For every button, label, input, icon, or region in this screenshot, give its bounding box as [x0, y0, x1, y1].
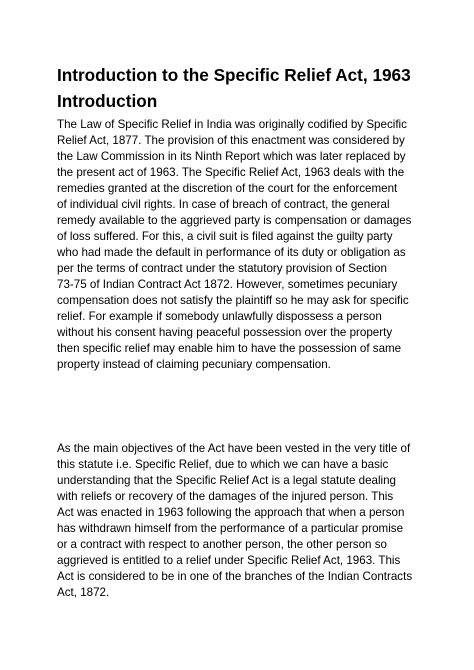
paragraph-line: or a contract with respect to another person, the other person so — [57, 538, 387, 551]
paragraph-line: Act, 1872. — [57, 586, 110, 599]
paragraph-line: this statute i.e. Specific Relief, due to which we can have a basic — [57, 458, 389, 471]
paragraph-line: who had made the default in performance of its duty or obligation as — [57, 246, 406, 259]
paragraph-line: the Law Commission in its Ninth Report which was later replaced by — [57, 150, 406, 163]
section-heading: Introduction — [57, 91, 158, 111]
paragraph-line: Act is considered to be in one of the branches of the Indian Contracts — [57, 570, 413, 583]
paragraph-line: has withdrawn himself from the performance of a particular promise — [57, 522, 404, 535]
paragraph-line: remedy available to the aggrieved party is compensation or damages — [57, 214, 412, 227]
paragraph-line: Act was enacted in 1963 following the approach that when a person — [57, 506, 405, 519]
document-title: Introduction to the Specific Relief Act, 1963 — [57, 65, 411, 85]
paragraph-line: As the main objectives of the Act have been vested in the very title of — [57, 442, 411, 455]
paragraph-line: with reliefs or recovery of the damages of the injured person. This — [57, 490, 394, 503]
paragraph-line: aggrieved is entitled to a relief under Specific Relief Act, 1963. This — [57, 554, 401, 567]
body-paragraph-1 — [57, 117, 425, 373]
paragraph-line: of loss suffered. For this, a civil suit is filed against the guilty party — [57, 230, 393, 243]
paragraph-line: then specific relief may enable him to have the possession of same — [57, 342, 402, 355]
paragraph-line: relief. For example if somebody unlawfully dispossess a person — [57, 310, 382, 323]
paragraph-line: remedies granted at the discretion of the court for the enforcement — [57, 182, 398, 195]
paragraph-line: The Law of Specific Relief in India was originally codified by Specific — [57, 118, 407, 131]
paragraph-line: 73-75 of Indian Contract Act 1872. However, sometimes pecuniary — [57, 278, 398, 291]
body-paragraph-2 — [57, 441, 425, 601]
paragraph-line: of individual civil rights. In case of breach of contract, the general — [57, 198, 390, 211]
paragraph-line: the present act of 1963. The Specific Relief Act, 1963 deals with the — [57, 166, 405, 179]
paragraph-line: understanding that the Specific Relief Act is a legal statute dealing — [57, 474, 397, 487]
paragraph-line: Relief Act, 1877. The provision of this enactment was considered by — [57, 134, 405, 147]
paragraph-line: without his consent having peaceful possession over the property — [57, 326, 393, 339]
paragraph-line: per the terms of contract under the statutory provision of Section — [57, 262, 387, 275]
paragraph-line: compensation does not satisfy the plaintiff so he may ask for specific — [57, 294, 409, 307]
paragraph-line: property instead of claiming pecuniary compensation. — [57, 358, 331, 371]
